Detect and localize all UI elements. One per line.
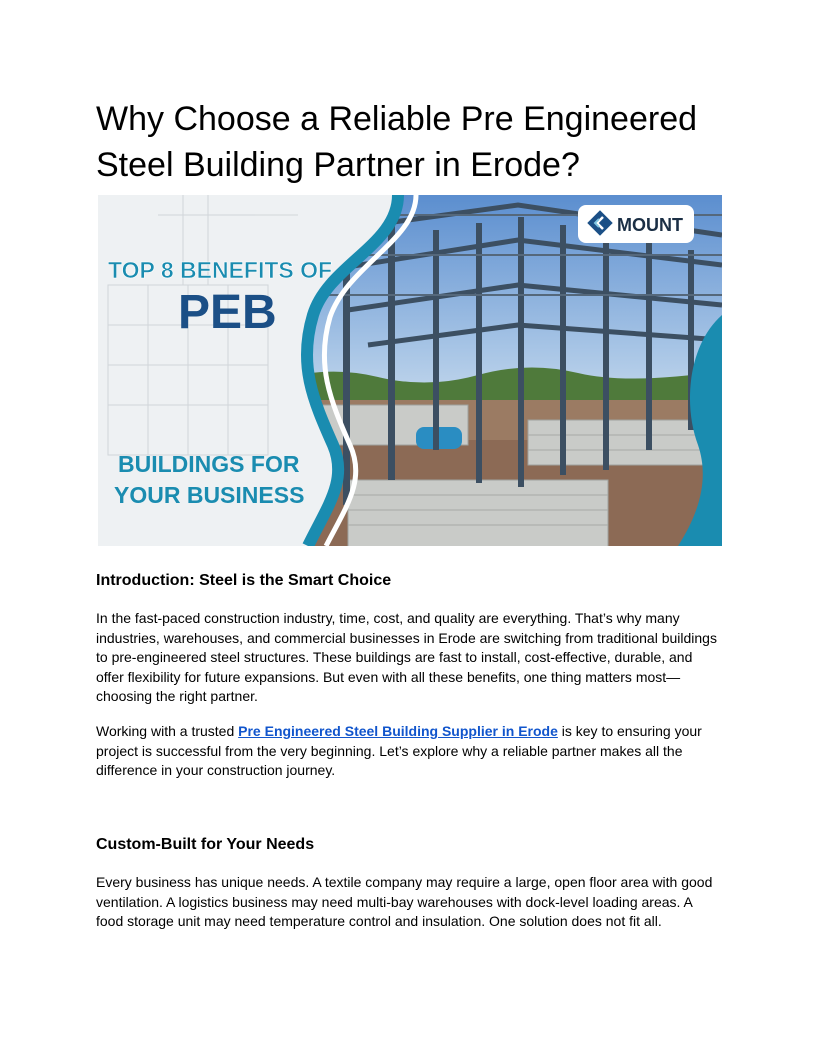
custom-built-paragraph: Every business has unique needs. A textile company may require a large, open floor area with good ventilation. A logistics business may need multi-bay warehouses with dock-level loading areas. A food storage unit may need temperature control and insulation. One solution does not fit all.: [96, 874, 713, 929]
hero-headline-main: PEB: [178, 286, 277, 339]
brand-name: MOUNT: [617, 215, 683, 235]
section-heading-introduction: Introduction: Steel is the Smart Choice: [96, 572, 392, 589]
section-heading-custom-built: Custom-Built for Your Needs: [96, 836, 315, 853]
hero-banner-image: [98, 195, 722, 546]
hero-headline-bottom-2: YOUR BUSINESS: [114, 482, 305, 508]
intro-paragraph-1: In the fast-paced construction industry, time, cost, and quality are everything. That’s why many industries, warehouses, and commercial businesses in Erode are switching from traditional buildings to pre-engineered steel structures. These buildings are fast to install, cost-effective, durable, and offer flexibility for future expansions. But even with all these benefits, one thing matters most—choosing the right partner.: [96, 610, 717, 704]
brand-badge: [578, 205, 694, 243]
intro-paragraph-2-text-after: is key to ensuring your project is successful from the very beginning. Let’s explore why a reliable partner makes all the difference in your construction journey.: [96, 723, 702, 778]
hero-headline-top: TOP 8 BENEFITS OF: [108, 257, 333, 283]
page-title: Why Choose a Reliable Pre Engineered Steel Building Partner in Erode?: [96, 100, 698, 184]
supplier-link[interactable]: Pre Engineered Steel Building Supplier in Erode: [238, 723, 558, 739]
intro-paragraph-2: [96, 722, 722, 781]
hero-headline-bottom-1: BUILDINGS FOR: [118, 451, 300, 477]
intro-paragraph-2-text-before: Working with a trusted: [96, 723, 239, 739]
